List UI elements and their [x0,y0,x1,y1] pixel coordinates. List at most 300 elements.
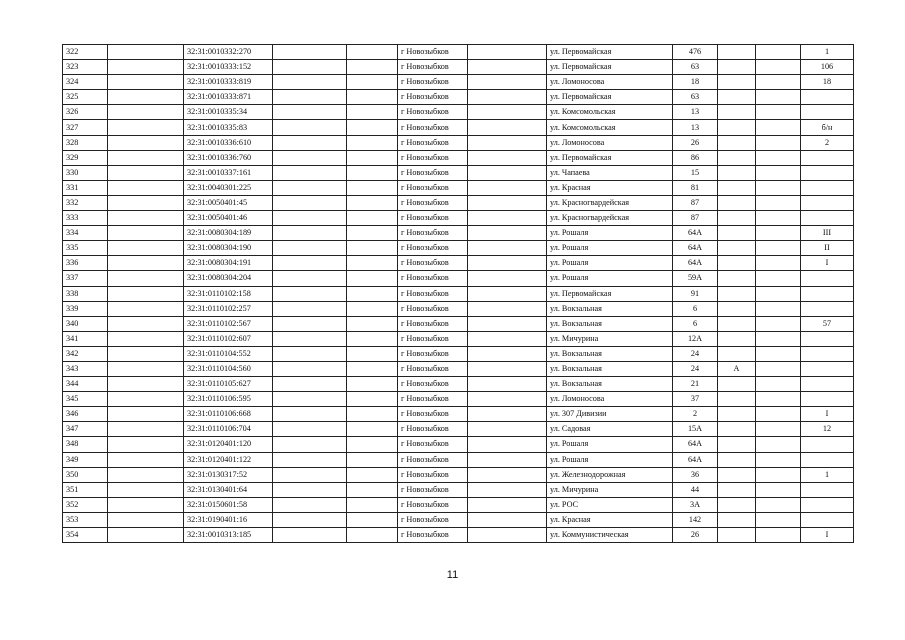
cell-street: ул. Комсомольская [547,105,673,120]
table-row [63,120,854,135]
cell-blank-col-11 [756,528,801,543]
cell-building-letter: А [718,361,756,376]
cell-house-number: 64А [673,256,718,271]
cell-row-number: 339 [63,301,108,316]
cell-cadastral-number: 32:31:0110102:257 [184,301,273,316]
cell-cadastral-number: 32:31:0050401:45 [184,195,273,210]
cell-city: г Новозыбков [398,346,468,361]
cell-blank-col-7 [468,165,547,180]
cell-city: г Новозыбков [398,180,468,195]
cell-cadastral-number: 32:31:0010335:83 [184,120,273,135]
cell-cadastral-number: 32:31:0120401:120 [184,437,273,452]
cell-blank-col-5 [347,497,398,512]
table-row [63,301,854,316]
cell-house-number: 36 [673,467,718,482]
cell-city: г Новозыбков [398,165,468,180]
cell-blank-col-7 [468,45,547,60]
cell-house-number: 2 [673,407,718,422]
cell-city: г Новозыбков [398,377,468,392]
cell-street: ул. Вокзальная [547,301,673,316]
cell-blank-col-4 [273,60,347,75]
cell-blank-col-2 [108,467,184,482]
cell-street: ул. Рошаля [547,271,673,286]
cell-city: г Новозыбков [398,301,468,316]
cell-city: г Новозыбков [398,437,468,452]
cell-city: г Новозыбков [398,271,468,286]
cell-cadastral-number: 32:31:0110104:560 [184,361,273,376]
cell-blank-col-2 [108,165,184,180]
cell-blank-col-7 [468,180,547,195]
cell-apartment: 1 [801,45,854,60]
table-row [63,226,854,241]
cell-row-number: 333 [63,211,108,226]
cell-cadastral-number: 32:31:0010333:819 [184,75,273,90]
table-row [63,467,854,482]
cell-house-number: 476 [673,45,718,60]
table-row [63,361,854,376]
cell-blank-col-5 [347,346,398,361]
cell-blank-col-11 [756,60,801,75]
cell-apartment: I [801,528,854,543]
register-table-body [63,45,854,543]
cell-apartment [801,165,854,180]
cell-blank-col-4 [273,180,347,195]
cell-city: г Новозыбков [398,422,468,437]
cell-house-number: 13 [673,105,718,120]
cell-street: ул. Красная [547,512,673,527]
cell-blank-col-5 [347,45,398,60]
cell-blank-col-4 [273,195,347,210]
cell-blank-col-7 [468,437,547,452]
cell-blank-col-5 [347,180,398,195]
cell-blank-col-7 [468,90,547,105]
cell-blank-col-2 [108,211,184,226]
cell-blank-col-7 [468,422,547,437]
cell-blank-col-7 [468,211,547,226]
cell-cadastral-number: 32:31:0130401:64 [184,482,273,497]
cell-row-number: 341 [63,331,108,346]
cell-apartment [801,211,854,226]
cell-blank-col-4 [273,528,347,543]
cell-blank-col-2 [108,528,184,543]
cell-house-number: 21 [673,377,718,392]
cell-blank-col-11 [756,437,801,452]
cell-blank-col-5 [347,467,398,482]
cell-blank-col-5 [347,452,398,467]
cell-apartment [801,271,854,286]
table-row [63,45,854,60]
cell-city: г Новозыбков [398,90,468,105]
cell-blank-col-11 [756,211,801,226]
cell-street: ул. Ломоносова [547,392,673,407]
cell-blank-col-7 [468,392,547,407]
cell-row-number: 340 [63,316,108,331]
cell-blank-col-11 [756,346,801,361]
cell-blank-col-7 [468,135,547,150]
cell-street: ул. Чапаева [547,165,673,180]
cell-row-number: 324 [63,75,108,90]
cell-blank-col-5 [347,512,398,527]
cell-row-number: 326 [63,105,108,120]
cell-building-letter [718,60,756,75]
cell-city: г Новозыбков [398,528,468,543]
cell-blank-col-11 [756,195,801,210]
cell-city: г Новозыбков [398,195,468,210]
cell-blank-col-5 [347,256,398,271]
cell-blank-col-2 [108,377,184,392]
cell-building-letter [718,422,756,437]
cell-row-number: 336 [63,256,108,271]
cell-row-number: 346 [63,407,108,422]
cell-blank-col-2 [108,45,184,60]
cell-blank-col-7 [468,407,547,422]
cell-blank-col-2 [108,180,184,195]
table-row [63,316,854,331]
cell-building-letter [718,120,756,135]
cell-blank-col-11 [756,90,801,105]
cell-blank-col-7 [468,60,547,75]
cell-blank-col-11 [756,422,801,437]
cell-building-letter [718,497,756,512]
cell-apartment [801,482,854,497]
cell-blank-col-11 [756,241,801,256]
cell-blank-col-5 [347,377,398,392]
cell-cadastral-number: 32:31:0110106:704 [184,422,273,437]
cell-city: г Новозыбков [398,150,468,165]
cell-row-number: 332 [63,195,108,210]
cell-street: ул. Рошаля [547,241,673,256]
cell-blank-col-5 [347,60,398,75]
cell-blank-col-11 [756,452,801,467]
cell-street: ул. Вокзальная [547,377,673,392]
table-row [63,422,854,437]
cell-blank-col-2 [108,241,184,256]
cell-street: ул. Коммунистическая [547,528,673,543]
cell-blank-col-7 [468,286,547,301]
cell-apartment [801,180,854,195]
cell-cadastral-number: 32:31:0110102:607 [184,331,273,346]
cell-street: ул. Первомайская [547,60,673,75]
cell-blank-col-5 [347,271,398,286]
cell-city: г Новозыбков [398,256,468,271]
cell-apartment [801,286,854,301]
cell-blank-col-7 [468,105,547,120]
table-row [63,407,854,422]
cell-city: г Новозыбков [398,512,468,527]
cell-row-number: 350 [63,467,108,482]
cell-blank-col-11 [756,45,801,60]
cell-building-letter [718,467,756,482]
cell-building-letter [718,256,756,271]
cell-blank-col-11 [756,482,801,497]
cell-blank-col-4 [273,211,347,226]
cell-blank-col-5 [347,120,398,135]
cell-house-number: 37 [673,392,718,407]
cell-building-letter [718,392,756,407]
cell-cadastral-number: 32:31:0050401:46 [184,211,273,226]
cell-apartment: 2 [801,135,854,150]
cell-blank-col-7 [468,452,547,467]
cell-apartment [801,392,854,407]
cell-cadastral-number: 32:31:0040301:225 [184,180,273,195]
cell-apartment: б/н [801,120,854,135]
cell-cadastral-number: 32:31:0010333:152 [184,60,273,75]
cell-house-number: 64А [673,452,718,467]
cell-blank-col-7 [468,361,547,376]
table-row [63,60,854,75]
cell-city: г Новозыбков [398,135,468,150]
cell-street: ул. Вокзальная [547,316,673,331]
cell-blank-col-7 [468,120,547,135]
cell-row-number: 335 [63,241,108,256]
table-row [63,452,854,467]
cell-blank-col-7 [468,528,547,543]
cell-blank-col-2 [108,392,184,407]
cell-blank-col-7 [468,467,547,482]
cell-house-number: 81 [673,180,718,195]
cell-city: г Новозыбков [398,286,468,301]
cell-apartment: 1 [801,467,854,482]
cell-apartment: 18 [801,75,854,90]
table-row [63,90,854,105]
cell-blank-col-7 [468,482,547,497]
cell-blank-col-5 [347,437,398,452]
cell-blank-col-4 [273,120,347,135]
cell-row-number: 348 [63,437,108,452]
cell-building-letter [718,512,756,527]
cell-street: ул. Первомайская [547,90,673,105]
cell-house-number: 91 [673,286,718,301]
cell-building-letter [718,316,756,331]
cell-blank-col-2 [108,437,184,452]
cell-house-number: 6 [673,301,718,316]
cell-blank-col-11 [756,105,801,120]
cell-apartment [801,377,854,392]
cell-house-number: 15 [673,165,718,180]
cell-blank-col-11 [756,135,801,150]
table-row [63,165,854,180]
cell-building-letter [718,90,756,105]
cell-blank-col-11 [756,407,801,422]
cell-blank-col-7 [468,256,547,271]
cell-row-number: 342 [63,346,108,361]
cell-building-letter [718,482,756,497]
cell-row-number: 349 [63,452,108,467]
cell-cadastral-number: 32:31:0190401:16 [184,512,273,527]
cell-apartment [801,90,854,105]
cell-building-letter [718,452,756,467]
cell-cadastral-number: 32:31:0130317:52 [184,467,273,482]
cell-blank-col-11 [756,361,801,376]
cell-blank-col-4 [273,256,347,271]
cell-building-letter [718,135,756,150]
cell-street: ул. Ломоносова [547,135,673,150]
cell-row-number: 329 [63,150,108,165]
cell-blank-col-2 [108,452,184,467]
cell-blank-col-2 [108,105,184,120]
cell-blank-col-4 [273,497,347,512]
cell-row-number: 322 [63,45,108,60]
cell-blank-col-5 [347,407,398,422]
cell-city: г Новозыбков [398,452,468,467]
cell-blank-col-4 [273,452,347,467]
cell-building-letter [718,437,756,452]
cell-city: г Новозыбков [398,392,468,407]
cell-blank-col-11 [756,497,801,512]
cell-blank-col-11 [756,180,801,195]
cell-blank-col-5 [347,528,398,543]
cell-blank-col-11 [756,271,801,286]
cell-blank-col-4 [273,165,347,180]
cell-cadastral-number: 32:31:0150601:58 [184,497,273,512]
table-row [63,497,854,512]
cell-street: ул. Мичурина [547,331,673,346]
cell-blank-col-11 [756,150,801,165]
cell-apartment: I [801,407,854,422]
table-row [63,105,854,120]
cell-blank-col-11 [756,392,801,407]
cell-blank-col-2 [108,271,184,286]
cell-street: ул. Рошаля [547,437,673,452]
table-row [63,437,854,452]
cell-apartment: 106 [801,60,854,75]
cell-street: ул. Комсомольская [547,120,673,135]
cell-house-number: 12А [673,331,718,346]
cell-blank-col-4 [273,226,347,241]
cell-cadastral-number: 32:31:0010336:760 [184,150,273,165]
cell-blank-col-2 [108,512,184,527]
cell-cadastral-number: 32:31:0010337:161 [184,165,273,180]
cell-blank-col-5 [347,361,398,376]
cell-blank-col-4 [273,407,347,422]
cell-blank-col-2 [108,361,184,376]
cell-house-number: 86 [673,150,718,165]
cell-cadastral-number: 32:31:0120401:122 [184,452,273,467]
cell-house-number: 6 [673,316,718,331]
cell-apartment: 12 [801,422,854,437]
cell-cadastral-number: 32:31:0110102:158 [184,286,273,301]
cell-cadastral-number: 32:31:0080304:189 [184,226,273,241]
cell-house-number: 63 [673,90,718,105]
cell-blank-col-2 [108,346,184,361]
cell-blank-col-4 [273,346,347,361]
cell-house-number: 26 [673,528,718,543]
cell-apartment [801,346,854,361]
cell-blank-col-2 [108,316,184,331]
cell-house-number: 64А [673,241,718,256]
cell-blank-col-5 [347,331,398,346]
cell-blank-col-11 [756,120,801,135]
cell-blank-col-5 [347,150,398,165]
cell-cadastral-number: 32:31:0010335:34 [184,105,273,120]
table-row [63,75,854,90]
cell-row-number: 325 [63,90,108,105]
cell-blank-col-7 [468,301,547,316]
cell-blank-col-7 [468,271,547,286]
cell-blank-col-5 [347,105,398,120]
cell-blank-col-5 [347,90,398,105]
cell-blank-col-5 [347,75,398,90]
cell-building-letter [718,45,756,60]
cell-blank-col-2 [108,422,184,437]
cell-row-number: 337 [63,271,108,286]
cell-house-number: 26 [673,135,718,150]
cell-row-number: 330 [63,165,108,180]
cell-city: г Новозыбков [398,316,468,331]
cell-blank-col-7 [468,377,547,392]
cell-blank-col-4 [273,241,347,256]
cell-house-number: 15А [673,422,718,437]
cell-blank-col-5 [347,226,398,241]
cell-row-number: 344 [63,377,108,392]
cell-house-number: 13 [673,120,718,135]
cell-building-letter [718,286,756,301]
cell-blank-col-4 [273,467,347,482]
cell-street: ул. Красная [547,180,673,195]
cell-city: г Новозыбков [398,226,468,241]
cell-blank-col-2 [108,90,184,105]
cell-blank-col-11 [756,467,801,482]
cell-street: ул. Ломоносова [547,75,673,90]
cell-row-number: 351 [63,482,108,497]
cell-apartment [801,437,854,452]
table-row [63,512,854,527]
cell-house-number: 64А [673,437,718,452]
table-row [63,150,854,165]
cell-city: г Новозыбков [398,467,468,482]
cell-street: ул. Железнодорожная [547,467,673,482]
cell-apartment [801,361,854,376]
cell-blank-col-4 [273,105,347,120]
cell-apartment: II [801,241,854,256]
cell-building-letter [718,165,756,180]
cell-building-letter [718,528,756,543]
cell-house-number: 18 [673,75,718,90]
cell-house-number: 44 [673,482,718,497]
cell-blank-col-4 [273,150,347,165]
cell-blank-col-11 [756,301,801,316]
cell-blank-col-5 [347,241,398,256]
cell-blank-col-5 [347,286,398,301]
cell-blank-col-2 [108,497,184,512]
cell-blank-col-4 [273,271,347,286]
cell-blank-col-5 [347,195,398,210]
cell-blank-col-5 [347,301,398,316]
table-row [63,392,854,407]
cell-house-number: 87 [673,211,718,226]
cell-building-letter [718,377,756,392]
cell-cadastral-number: 32:31:0010333:871 [184,90,273,105]
cell-house-number: 59А [673,271,718,286]
cell-street: ул. Вокзальная [547,361,673,376]
cell-blank-col-11 [756,377,801,392]
cell-blank-col-2 [108,301,184,316]
cell-street: ул. Вокзальная [547,346,673,361]
cell-blank-col-7 [468,150,547,165]
cell-row-number: 352 [63,497,108,512]
cell-blank-col-11 [756,226,801,241]
cell-apartment [801,150,854,165]
cell-blank-col-4 [273,392,347,407]
cell-blank-col-4 [273,316,347,331]
cell-blank-col-2 [108,226,184,241]
cell-city: г Новозыбков [398,211,468,226]
cell-blank-col-7 [468,512,547,527]
cell-blank-col-2 [108,60,184,75]
cell-cadastral-number: 32:31:0110106:668 [184,407,273,422]
cell-row-number: 338 [63,286,108,301]
cell-house-number: 64А [673,226,718,241]
